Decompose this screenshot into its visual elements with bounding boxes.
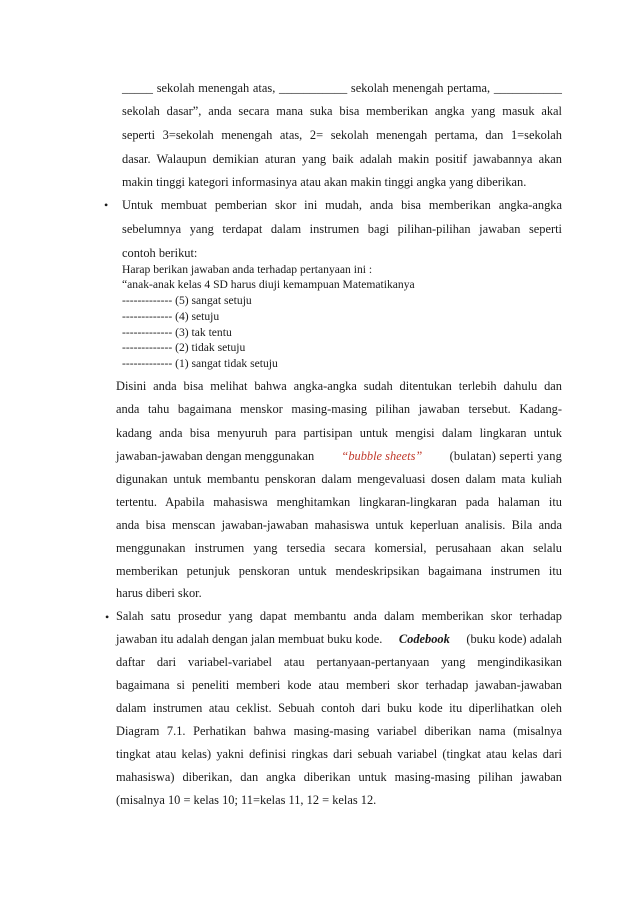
paragraph-line: jawaban-jawaban dengan menggunakan — [116, 449, 315, 463]
paragraph-line: kadang anda bisa menyuruh para partisipan untuk mengisi dalam lingkaran untuk — [116, 426, 562, 440]
codebook-term: Codebook — [398, 632, 450, 646]
bubble-sheets-term: “bubble sheets” — [341, 449, 423, 463]
example-question: “anak-anak kelas 4 SD harus diuji kemampuan Matematikanya — [122, 278, 415, 291]
paragraph-line: _____ sekolah menengah atas, ___________ sekolah menengah pertama, ___________ — [122, 81, 562, 95]
bullet-line: (misalnya 10 = kelas 10; 11=kelas 11, 12 = kelas 12. — [116, 793, 377, 807]
paragraph-line: digunakan untuk membantu penskoran dalam mengevaluasi dosen dalam mata kuliah — [116, 472, 562, 486]
paragraph-line: seperti 3=sekolah menengah atas, 2= sekolah menengah pertama, dan 1=sekolah — [122, 128, 562, 142]
bullet-line: Salah satu prosedur yang dapat membantu anda dalam memberikan skor terhadap — [116, 609, 562, 623]
bullet-icon: • — [104, 198, 109, 212]
paragraph-line-suffix: (bulatan) seperti yang — [449, 449, 562, 463]
bullet-icon: • — [105, 610, 110, 624]
example-instruction: Harap berikan jawaban anda terhadap pertanyaan ini : — [122, 263, 373, 276]
paragraph-line: anda bisa menscan jawaban-jawaban mahasiswa untuk keperluan analisis. Bila anda — [116, 518, 562, 532]
answer-option: ------------- (1) sangat tidak setuju — [122, 357, 278, 370]
answer-option: ------------- (4) setuju — [122, 310, 220, 323]
paragraph-line: memberikan petunjuk penskoran untuk mendeskripsikan bagaimana instrumen itu — [116, 564, 562, 578]
answer-option: ------------- (2) tidak setuju — [122, 341, 246, 354]
paragraph-line: harus diberi skor. — [116, 586, 202, 600]
bullet-line: dalam instrumen atau ceklist. Sebuah contoh dari buku kode itu diperlihatkan oleh — [116, 701, 562, 715]
bullet-line: Diagram 7.1. Perhatikan bahwa masing-masing variabel diberikan nama (misalnya — [116, 724, 562, 738]
bullet-line: tingkat atau kelas) yakni definisi ringkas dari sebuah variabel (tingkat atau kelas dari — [116, 747, 562, 761]
bullet-line: contoh berikut: — [122, 246, 198, 260]
bullet-line-suffix: (buku kode) adalah — [466, 632, 562, 646]
paragraph-line: Disini anda bisa melihat bahwa angka-angka sudah ditentukan terlebih dahulu dan — [116, 379, 562, 393]
paragraph-line: makin tinggi kategori informasinya atau akan makin tinggi angka yang diberikan. — [122, 175, 527, 189]
bullet-line: bagaimana si peneliti memberi kode atau memberi skor terhadap jawaban-jawaban — [116, 678, 562, 692]
bullet-line: mahasiswa) diberikan, dan angka diberikan untuk masing-masing pilihan jawaban — [116, 770, 562, 784]
paragraph-line: tertentu. Apabila mahasiswa menghitamkan lingkaran-lingkaran pada halaman itu — [116, 495, 562, 509]
bullet-line: sebelumnya yang terdapat dalam instrumen bagi pilihan-pilihan jawaban seperti — [122, 222, 562, 236]
answer-option: ------------- (5) sangat setuju — [122, 294, 252, 307]
paragraph-line: dasar. Walaupun demikian aturan yang baik adalah makin positif jawabannya akan — [122, 152, 562, 166]
paragraph-line: anda tahu bagaimana menskor masing-masing pilihan jawaban tersebut. Kadang- — [116, 402, 562, 416]
paragraph-line: menggunakan instrumen yang tersedia secara komersial, perusahaan akan selalu — [116, 541, 562, 555]
bullet-line: daftar dari variabel-variabel atau pertanyaan-pertanyaan yang mengindikasikan — [116, 655, 562, 669]
bullet-line: jawaban itu adalah dengan jalan membuat buku kode. — [116, 632, 383, 646]
paragraph-line: sekolah dasar”, anda secara mana suka bisa memberikan angka yang masuk akal — [122, 104, 562, 118]
answer-option: ------------- (3) tak tentu — [122, 326, 232, 339]
bullet-line: Untuk membuat pemberian skor ini mudah, anda bisa memberikan angka-angka — [122, 198, 562, 212]
